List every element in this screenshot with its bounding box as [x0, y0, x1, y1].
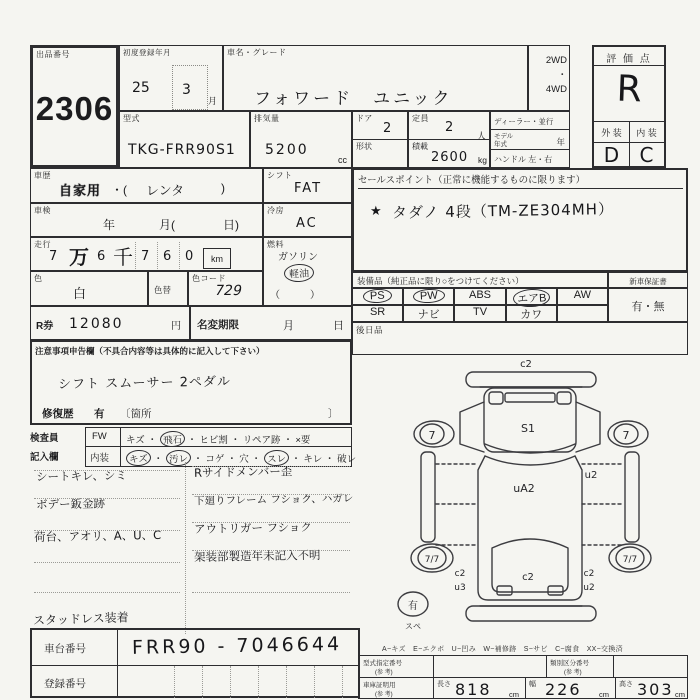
int-item-yabure: 破レ — [337, 454, 357, 465]
vehicle-diagram — [388, 352, 688, 642]
inspection-due-cell — [30, 203, 263, 237]
equipment-sr: SR — [369, 306, 386, 318]
class-no-label: 類別区分番号 — [550, 660, 589, 667]
note-underline — [34, 530, 180, 531]
color-code-value: 729 — [213, 283, 244, 299]
inspector-label-1: 検査員 — [30, 433, 59, 444]
equipment-row1 — [352, 288, 608, 305]
model-code-label: 型式 — [123, 114, 140, 123]
fuel-diesel: 軽油 — [284, 263, 315, 283]
sep: ・ — [227, 454, 237, 465]
r-ticket-value: 12080 — [69, 316, 124, 332]
rear-body — [492, 539, 568, 595]
rating-title: 評 価 点 — [594, 47, 664, 66]
note-underline — [192, 592, 350, 593]
fw-item-repair: リペア跡 — [242, 435, 281, 446]
ref-div-r1a — [546, 656, 547, 677]
repair-spot-open: 〔箇所 — [120, 408, 152, 420]
sep: ・ — [230, 435, 241, 446]
mileage-d1: 7 — [49, 249, 58, 264]
inspection-year-unit: 年 — [103, 218, 116, 232]
mileage-sep1 — [135, 242, 136, 269]
later-items-label: 後日品 — [356, 325, 384, 335]
name-change-month: 月 — [283, 320, 294, 332]
mileage-label: 走行 — [34, 240, 51, 249]
r-ticket-cell — [30, 306, 190, 340]
doors-label: ドア — [356, 114, 373, 123]
sep: ・ — [251, 454, 261, 465]
cooling-value: AC — [296, 216, 318, 231]
equipment-kawa: カワ — [520, 309, 543, 321]
warranty-label: 新車保証書 — [629, 277, 667, 286]
plate-sep — [286, 666, 287, 698]
model-label: モデル — [494, 133, 514, 140]
fuel-diesel-wrap — [284, 264, 314, 282]
width-value: 226 — [545, 680, 582, 699]
note-underline — [34, 592, 180, 593]
sep: ・ — [187, 435, 197, 446]
sales-point-box — [352, 168, 688, 272]
inspector-row1-items — [126, 431, 310, 447]
drive-type-cell — [528, 45, 570, 111]
r-ticket-label: R券 — [36, 321, 54, 332]
displacement-cell — [250, 111, 352, 168]
payload-label: 積載 — [412, 142, 428, 151]
plate-sep — [202, 666, 203, 698]
inspection-day-unit: 日) — [223, 218, 239, 232]
chassis-label: 車台番号 — [44, 643, 86, 655]
color-code-label: 色コード — [192, 274, 226, 283]
dealer-parallel-label: ディーラー・並行 — [491, 112, 569, 130]
sep: ・ — [324, 454, 335, 465]
warranty-value-cell — [608, 288, 688, 322]
payload-unit: kg — [478, 155, 487, 165]
note-underline — [192, 522, 350, 523]
plate-sep — [342, 666, 343, 698]
int-item-sure: スレ — [263, 449, 289, 466]
sales-point-note: タダノ 4段（TM-ZE304MH） — [391, 200, 615, 222]
equipment-ps: PS — [363, 288, 392, 303]
mark-rear-left-1: c2 — [454, 569, 466, 579]
ref-note-2: (参 考) — [564, 670, 582, 676]
chassis-label-divider — [117, 630, 118, 696]
fw-item-kizu: キズ — [126, 435, 145, 446]
plate-sep — [258, 666, 259, 698]
km-box — [203, 248, 231, 269]
height-value: 303 — [637, 680, 674, 699]
width-label: 幅 — [529, 681, 536, 688]
rating-box — [592, 45, 666, 168]
int-item-yogore: 汚レ — [165, 449, 191, 466]
inspection-due-label: 車検 — [34, 206, 51, 215]
equipment-header: 装備品（純正品に限り○をつけてください） — [357, 276, 524, 286]
length-label: 長さ — [437, 681, 451, 688]
cooling-label: 冷房 — [267, 206, 284, 215]
ref-row-divider — [359, 677, 687, 678]
note-right-4: 架装部製造年未記入不明 — [193, 547, 321, 565]
history-value: 自家用 — [59, 184, 102, 199]
sales-point-header: セールスポイント（正常に機能するものに限ります） — [358, 172, 683, 189]
note-left-2: ボデー鈑金跡 — [35, 496, 106, 512]
ref-note-3: (参 考) — [375, 692, 393, 698]
auction-number: 2306 — [35, 90, 114, 127]
mark-cab: S1 — [521, 422, 535, 435]
mileage-cell — [30, 237, 263, 271]
spare-mark: 有 — [408, 601, 418, 612]
int-item-koge: コゲ — [205, 454, 225, 465]
payload-value: 2600 — [431, 150, 469, 165]
equipment-pw: PW — [413, 288, 445, 304]
mark-bed: uA2 — [513, 482, 535, 495]
width-unit: cm — [599, 690, 609, 699]
color-label: 色 — [34, 274, 43, 283]
history-paren-value: レンタ — [146, 184, 185, 199]
name-change-cell — [190, 306, 352, 340]
mileage-sep3 — [179, 242, 180, 269]
exterior-grade: D — [603, 143, 620, 167]
repair-spot-close: 〕 — [328, 408, 339, 420]
first-registration-cell — [119, 45, 223, 111]
damage-legend: A−キズ E−エクボ U−凹み W−補修跡 S−サビ C−腐食 XX−交換済 — [382, 646, 623, 653]
sep: ・ — [283, 435, 293, 446]
length-unit: cm — [509, 690, 519, 699]
rear-bumper — [466, 606, 596, 621]
rear-wheel-right-mark: 7/7 — [622, 555, 638, 565]
car-name-label: 車名・グレード — [227, 48, 287, 57]
int-item-kire: キレ — [303, 454, 323, 465]
color-cell — [30, 271, 148, 306]
capacity-value: 2 — [445, 120, 454, 135]
note-underline — [34, 470, 180, 471]
sep: ・ — [291, 454, 301, 465]
plate-label: 登録番号 — [44, 678, 86, 690]
notice-box — [30, 340, 352, 425]
doors-shape-divider — [353, 139, 407, 140]
shift-cell — [263, 168, 352, 203]
exterior-label: 外 装 — [601, 128, 622, 138]
model-no-label: 型式指定番号 — [363, 660, 402, 667]
shift-value: FAT — [294, 181, 323, 196]
dealer-cell — [490, 111, 570, 168]
plate-sep — [174, 666, 175, 698]
star-mark: ★ — [370, 204, 382, 219]
note-left-1: シートキレ、シミ — [35, 468, 128, 484]
mileage-man: 万 — [69, 245, 89, 269]
rating-grade: R — [615, 68, 643, 111]
displacement-value: 5200 — [265, 142, 309, 158]
note-underline — [34, 498, 180, 499]
mileage-sen: 千 — [113, 245, 133, 269]
note-left-3: 荷台、アオリ、A、U、C — [33, 527, 162, 545]
auction-number-label: 出品番号 — [36, 50, 70, 59]
mileage-d3: 7 — [141, 249, 150, 264]
ref-div-r1b — [613, 656, 614, 677]
sep: ・ — [147, 435, 157, 446]
front-bumper — [466, 372, 596, 387]
height-unit: cm — [675, 690, 685, 699]
studless-note: スタッドレス装着 — [32, 610, 129, 628]
plate-sep — [230, 666, 231, 698]
fw-item-hibiware: ヒビ割 — [199, 435, 228, 446]
notice-header: 注意事項申告欄（不具合内容等は具体的に記入して下さい） — [35, 346, 265, 356]
note-underline — [192, 550, 350, 551]
mark-rear-right-2: u2 — [583, 583, 595, 593]
reference-table — [358, 655, 688, 699]
warranty-label-cell — [608, 272, 688, 288]
doors-value: 2 — [383, 121, 392, 136]
capacity-payload-divider — [409, 139, 489, 140]
front-wheel-left-mark: 7 — [428, 429, 436, 442]
ref-col-divider — [433, 656, 434, 698]
equipment-tv: TV — [472, 306, 488, 318]
model-code-cell — [119, 111, 250, 168]
color-change-cell — [148, 271, 188, 306]
shift-label: シフト — [267, 171, 293, 180]
mark-rear-center: c2 — [522, 572, 534, 583]
spare-label: スペ — [405, 622, 421, 631]
front-wheel-right-mark: 7 — [622, 429, 630, 442]
first-registration-month: 3 — [182, 82, 191, 98]
inspector-grid — [85, 427, 357, 467]
ref-note-1: (参 考) — [375, 670, 393, 676]
chassis-value: FRR90 - 7046644 — [131, 633, 343, 659]
history-close: ) — [221, 181, 225, 195]
note-right-3: アウトリガー フショク — [193, 519, 312, 537]
later-items-box — [352, 322, 688, 355]
capacity-unit: 人 — [476, 131, 486, 141]
cooling-cell — [263, 203, 352, 237]
mileage-unit: km — [211, 254, 223, 264]
color-code-cell — [188, 271, 263, 306]
equipment-row2 — [352, 305, 608, 322]
mark-rear-right-1: c2 — [583, 569, 595, 579]
equipment-aw: AW — [573, 289, 592, 301]
equipment-airbag: エアB — [512, 288, 550, 308]
name-change-label: 名変期限 — [197, 319, 239, 331]
note-right-1: Rサイドメンバー歪 — [193, 464, 293, 480]
fw-item-tobiishi: 飛石 — [159, 430, 185, 447]
inspection-month-unit: 月( — [159, 218, 175, 232]
sep: ・ — [193, 454, 203, 465]
mileage-d5: 0 — [185, 249, 194, 264]
length-value: 818 — [455, 680, 492, 699]
history-label: 車歴 — [34, 171, 51, 180]
fuel-label: 燃料 — [267, 240, 284, 249]
inspector-row1-head: FW — [92, 431, 107, 442]
note-underline — [192, 466, 350, 467]
mileage-d2: 6 — [97, 249, 106, 264]
auction-number-box — [30, 45, 119, 168]
doors-shape-cell — [352, 111, 408, 168]
interior-label: 内 装 — [636, 128, 657, 138]
capacity-label: 定員 — [412, 114, 429, 123]
history-open: ・( — [111, 183, 127, 197]
garage-label: 車庫証明用 — [363, 682, 396, 689]
drive-type: 2WD ・ 4WD — [545, 55, 567, 96]
ref-div-r2b — [615, 677, 616, 698]
notice-note: シフト スムーサー 2ペダル — [57, 374, 232, 393]
car-name-value: フォワード ユニック — [254, 89, 453, 109]
history-cell — [30, 168, 263, 203]
int-item-kizu: キズ — [126, 449, 152, 466]
interior-grade: C — [639, 143, 654, 167]
inspector-label-2: 記入欄 — [30, 452, 59, 463]
repair-history-label: 修復歴 — [42, 408, 74, 420]
equipment-navi: ナビ — [417, 309, 440, 321]
plate-sep — [314, 666, 315, 698]
height-label: 高さ — [619, 681, 633, 688]
month-unit: 月 — [208, 96, 218, 106]
year-label: 年式 — [494, 141, 507, 148]
equipment-abs: ABS — [469, 289, 492, 301]
inspector-col-divider — [120, 428, 121, 466]
first-registration-label: 初度登録年月 — [123, 48, 171, 57]
right-rail — [625, 452, 639, 542]
displacement-unit: cc — [338, 155, 347, 165]
mark-right-side: u2 — [584, 470, 598, 481]
color-change-label: 色替 — [154, 285, 172, 295]
mark-rear-left-2: u3 — [454, 583, 466, 593]
repair-history-value: 有 — [94, 408, 105, 420]
ref-div-r2a — [525, 677, 526, 698]
note-underline — [34, 562, 180, 563]
left-rail — [421, 452, 435, 542]
first-registration-year: 25 — [132, 80, 150, 96]
equipment-header-cell — [352, 272, 608, 288]
r-ticket-unit: 円 — [171, 321, 181, 332]
chassis-box — [30, 628, 360, 698]
warranty-value: 有・無 — [631, 301, 665, 313]
int-item-ana: 穴 — [239, 454, 249, 465]
shape-label: 形状 — [356, 142, 372, 151]
rear-wheel-left-mark: 7/7 — [424, 555, 440, 565]
displacement-label: 排気量 — [254, 114, 280, 123]
notes-divider — [185, 462, 186, 634]
car-name-cell — [223, 45, 528, 111]
model-code-value: TKG-FRR90S1 — [128, 142, 236, 158]
year-unit: 年 — [556, 137, 565, 147]
mark-top: c2 — [520, 359, 532, 370]
capacity-payload-cell — [408, 111, 490, 168]
note-right-2: 下廻りフレーム フショク、ハガレ — [193, 492, 354, 508]
fuel-cell — [263, 237, 352, 306]
fw-item-required: ×要 — [295, 435, 311, 446]
left-step — [460, 402, 484, 452]
model-year-row — [491, 130, 569, 150]
color-value: 白 — [73, 287, 87, 302]
fuel-paren: （ ） — [270, 290, 320, 301]
inspector-row2-head: 内装 — [90, 453, 110, 464]
handle-label: ハンドル 左・右 — [494, 155, 553, 164]
note-underline — [192, 494, 350, 495]
right-step — [576, 402, 600, 452]
mileage-sep2 — [157, 242, 158, 269]
mileage-d4: 6 — [163, 249, 172, 264]
chassis-row-divider — [32, 665, 358, 666]
fuel-gasoline: ガソリン — [278, 252, 318, 263]
name-change-day: 日 — [333, 320, 344, 332]
sep: ・ — [153, 454, 163, 465]
